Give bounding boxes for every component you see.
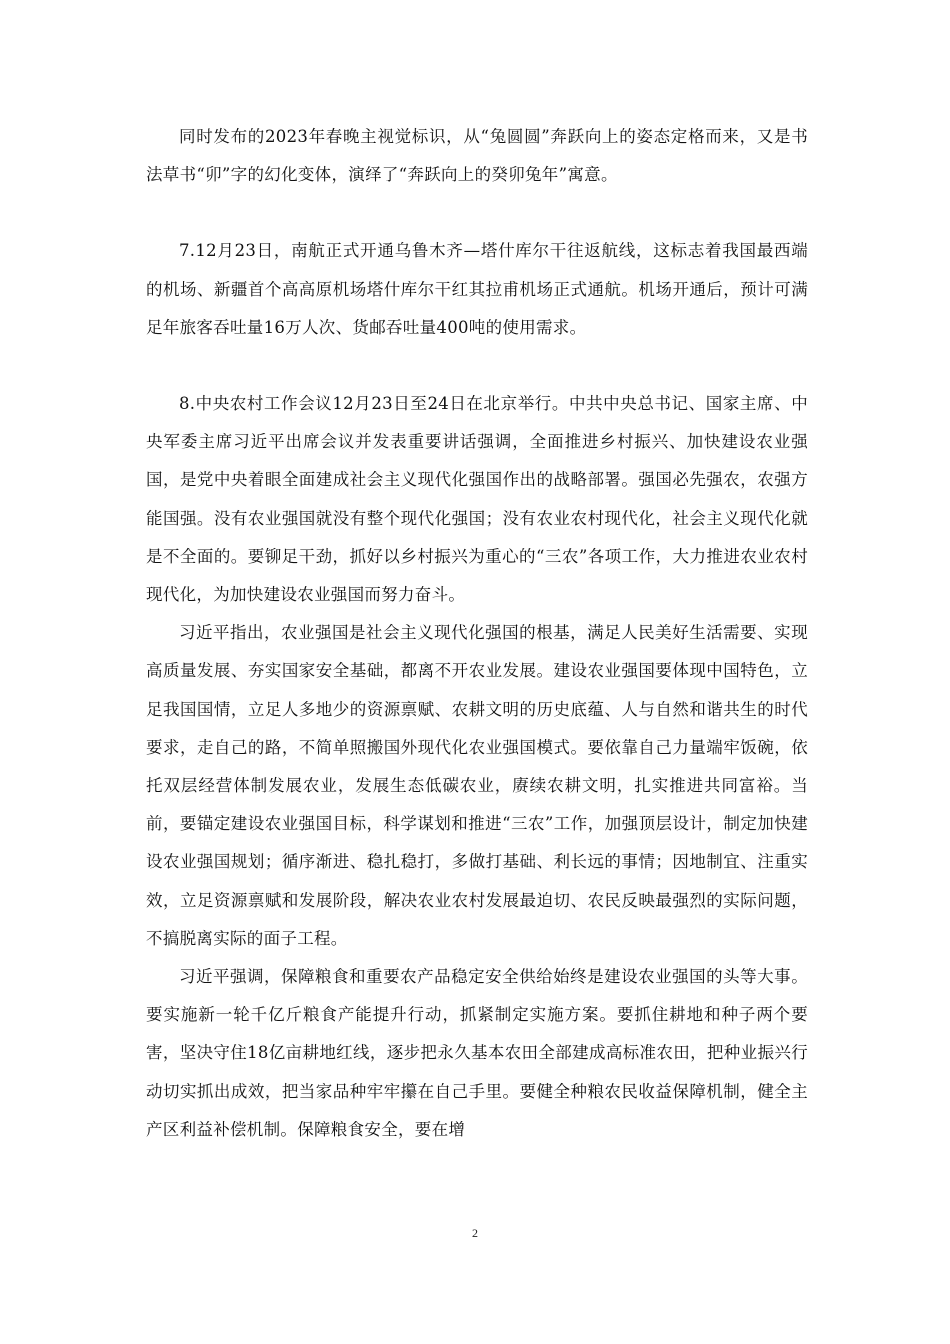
paragraph-gap bbox=[146, 194, 808, 232]
paragraph-food-security: 习近平强调，保障粮食和重要农产品稳定安全供给始终是建设农业强国的头等大事。要实施新一轮千亿斤粮食产能提升行动，抓紧制定实施方案。要抓住耕地和种子两个要害，坚决守住18亿亩耕地红线，逐步把永久基本农田全部建成高标准农田，把种业振兴行动切实抓出成效，把当家品种牢牢攥在自己手里。要健全种粮农民收益保障机制，健全主产区利益补偿机制。保障粮食安全，要在增 bbox=[146, 967, 808, 1139]
paragraph-item-8-rural-work-conference: 8.中央农村工作会议12月23日至24日在北京举行。中共中央总书记、国家主席、中央军委主席习近平出席会议并发表重要讲话强调，全面推进乡村振兴、加快建设农业强国，是党中央着眼全面建成社会主义现代化强国作出的战略部署。强国必先强农，农强方能国强。没有农业强国就没有整个现代化强国；没有农业农村现代化，社会主义现代化就是不全面的。要铆足干劲，抓好以乡村振兴为重心的“三农”各项工作，大力推进农业农村现代化，为加快建设农业强国而努力奋斗。 bbox=[146, 394, 808, 605]
paragraph-item-7-airline-route: 7.12月23日，南航正式开通乌鲁木齐—塔什库尔干往返航线，这标志着我国最西端的机场、新疆首个高高原机场塔什库尔干红其拉甫机场正式通航。机场开通后，预计可满足年旅客吞吐量16万人次、货邮吞吐量400吨的使用需求。 bbox=[146, 241, 808, 337]
paragraph-gap bbox=[146, 347, 808, 385]
paragraph-agricultural-power-foundation: 习近平指出，农业强国是社会主义现代化强国的根基，满足人民美好生活需要、实现高质量发展、夯实国家安全基础，都离不开农业发展。建设农业强国要体现中国特色，立足我国国情，立足人多地少的资源禀赋、农耕文明的历史底蕴、人与自然和谐共生的时代要求，走自己的路，不简单照搬国外现代化农业强国模式。要依靠自己力量端牢饭碗，依托双层经营体制发展农业，发展生态低碳农业，赓续农耕文明，扎实推进共同富裕。当前，要锚定建设农业强国目标，科学谋划和推进“三农”工作，加强顶层设计，制定加快建设农业强国规划；循序渐进、稳扎稳打，多做打基础、利长远的事情；因地制宜、注重实效，立足资源禀赋和发展阶段，解决农业农村发展最迫切、农民反映最强烈的实际问题，不搞脱离实际的面子工程。 bbox=[146, 623, 808, 948]
page-number: 2 bbox=[472, 1226, 478, 1240]
document-body bbox=[146, 118, 808, 1149]
paragraph-spring-gala-logo: 同时发布的2023年春晚主视觉标识，从“兔圆圆”奔跃向上的姿态定格而来，又是书法草书“卯”字的幻化变体，演绎了“奔跃向上的癸卯兔年”寓意。 bbox=[146, 127, 808, 185]
